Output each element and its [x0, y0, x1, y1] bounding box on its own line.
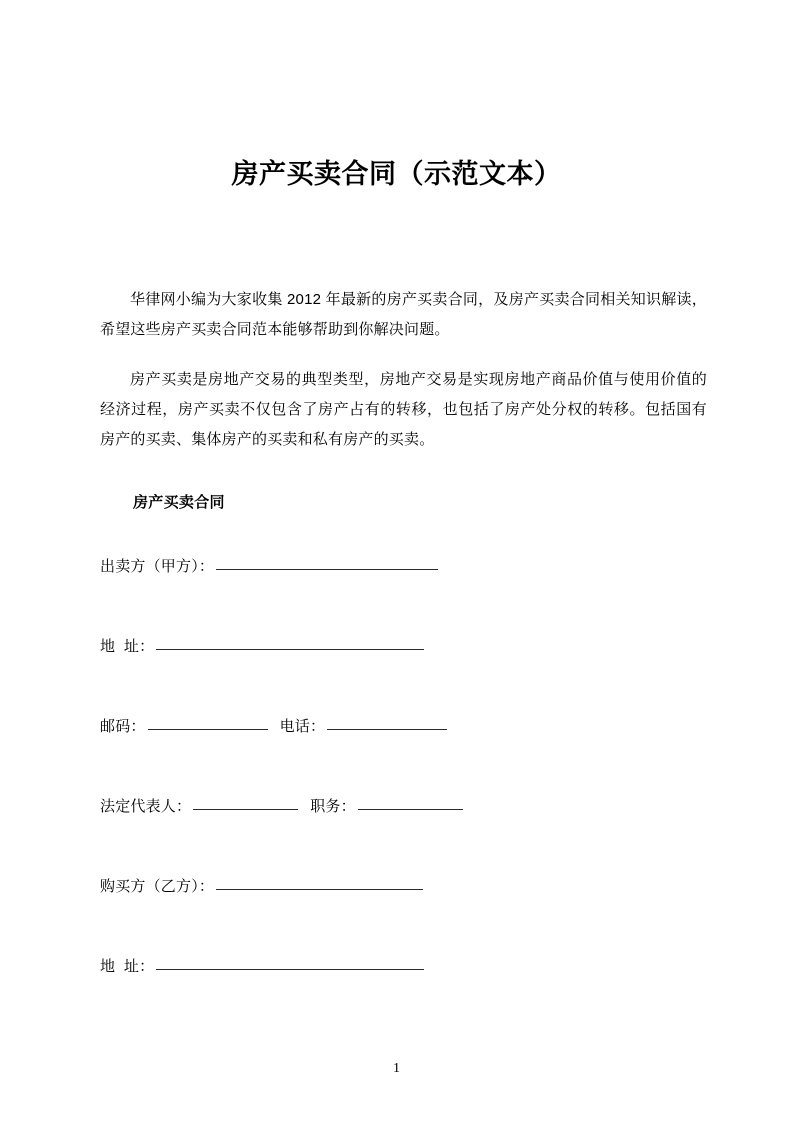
field-row-seller	[100, 556, 710, 636]
field-row-seller-address	[100, 636, 710, 716]
contract-subheading: 房产买卖合同	[133, 494, 225, 512]
field-row-buyer-address	[100, 956, 710, 1036]
buyer-blank[interactable]	[216, 875, 423, 890]
legal-representative-blank[interactable]	[193, 795, 298, 810]
seller-label: 出卖方（甲方）：	[100, 558, 215, 575]
buyer-label: 购买方（乙方）：	[100, 878, 215, 895]
page-number: 1	[393, 1061, 400, 1076]
phone-blank[interactable]	[327, 715, 447, 730]
contract-form-fields	[100, 556, 710, 1036]
postcode-label: 邮码：	[100, 718, 146, 735]
buyer-address-label: 地 址：	[100, 958, 155, 975]
document-body	[100, 285, 707, 455]
field-row-buyer	[100, 876, 710, 956]
job-title-blank[interactable]	[358, 795, 463, 810]
buyer-address-blank[interactable]	[156, 955, 424, 970]
field-row-representative-title	[100, 796, 710, 876]
seller-address-blank[interactable]	[156, 635, 424, 650]
phone-label: 电话：	[279, 718, 326, 735]
postcode-blank[interactable]	[148, 715, 268, 730]
intro-paragraph: 华律网小编为大家收集 2012 年最新的房产买卖合同，及房产买卖合同相关知识解读，希望这些房产买卖合同范本能够帮助到你解决问题。	[100, 291, 707, 338]
definition-paragraph: 房产买卖是房地产交易的典型类型，房地产交易是实现房地产商品价值与使用价值的经济过程，房产买卖不仅包含了房产占有的转移，也包括了房产处分权的转移。包括国有房产的买卖、集体房产的买卖和私有房产的买卖。	[100, 371, 707, 448]
seller-address-label: 地 址：	[100, 638, 155, 655]
legal-representative-label: 法定代表人：	[100, 798, 192, 815]
field-row-postcode-phone	[100, 716, 710, 796]
page-title: 房产买卖合同（示范文本）	[231, 159, 562, 190]
job-title-label: 职务：	[310, 798, 356, 815]
seller-blank[interactable]	[216, 555, 438, 570]
